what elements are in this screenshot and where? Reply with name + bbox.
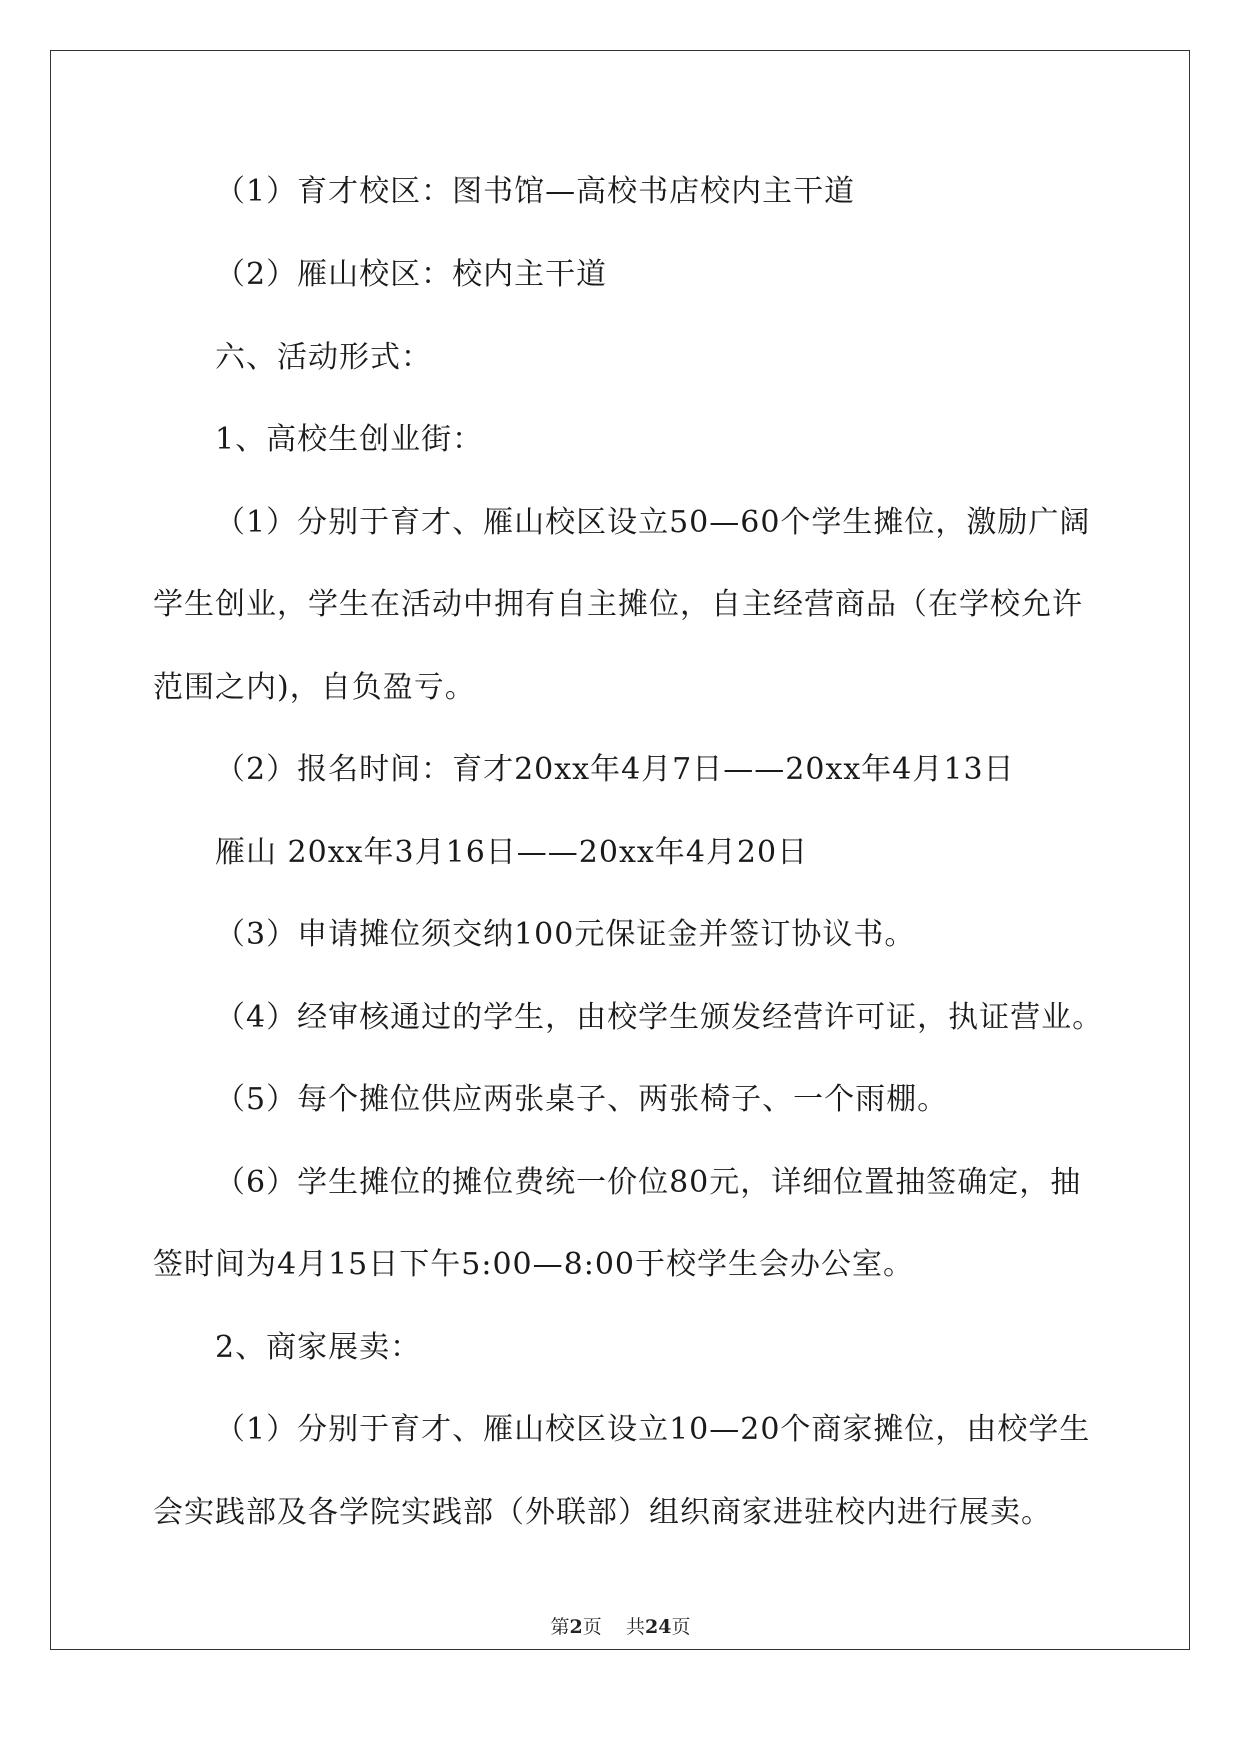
text-line: 会实践部及各学院实践部（外联部）组织商家进驻校内进行展卖。 <box>153 1495 1052 1530</box>
footer-page-number: 2 <box>569 1616 583 1638</box>
text-line: 1、高校生创业街： <box>215 422 484 457</box>
text-line: （3）申请摊位须交纳100元保证金并签订协议书。 <box>215 917 916 952</box>
footer-total-suffix: 页 <box>671 1616 691 1638</box>
footer-total-prefix: 共 <box>625 1616 645 1638</box>
text-line: （1）分别于育才、雁山校区设立10—20个商家摊位，由校学生 <box>215 1412 1091 1447</box>
text-line: （5）每个摊位供应两张桌子、两张椅子、一个雨棚。 <box>215 1082 949 1117</box>
text-line: 六、活动形式： <box>215 340 432 375</box>
text-line: （1）育才校区：图书馆—高校书店校内主干道 <box>215 174 856 209</box>
text-line: （2）雁山校区：校内主干道 <box>215 257 608 292</box>
text-line: 范围之内)，自负盈亏。 <box>153 670 476 705</box>
text-line: （4）经审核通过的学生，由校学生颁发经营许可证，执证营业。 <box>215 1000 1104 1035</box>
text-line: 签时间为4月15日下午5:00—8:00于校学生会办公室。 <box>153 1247 914 1282</box>
text-line: （2）报名时间：育才20xx年4月7日——20xx年4月13日 <box>215 752 1015 787</box>
text-line: 雁山 20xx年3月16日——20xx年4月20日 <box>215 835 809 870</box>
text-line: 2、商家展卖： <box>215 1330 422 1365</box>
footer-total-pages: 24 <box>644 1616 672 1638</box>
text-line: （1）分别于育才、雁山校区设立50—60个学生摊位，激励广阔 <box>215 505 1091 540</box>
footer-page-suffix: 页 <box>582 1616 602 1638</box>
text-line: 学生创业，学生在活动中拥有自主摊位，自主经营商品（在学校允许 <box>153 587 1083 622</box>
footer-page-prefix: 第 <box>550 1616 570 1638</box>
text-line: （6）学生摊位的摊位费统一价位80元，详细位置抽签确定，抽 <box>215 1165 1082 1200</box>
page-footer <box>0 1615 1241 1639</box>
